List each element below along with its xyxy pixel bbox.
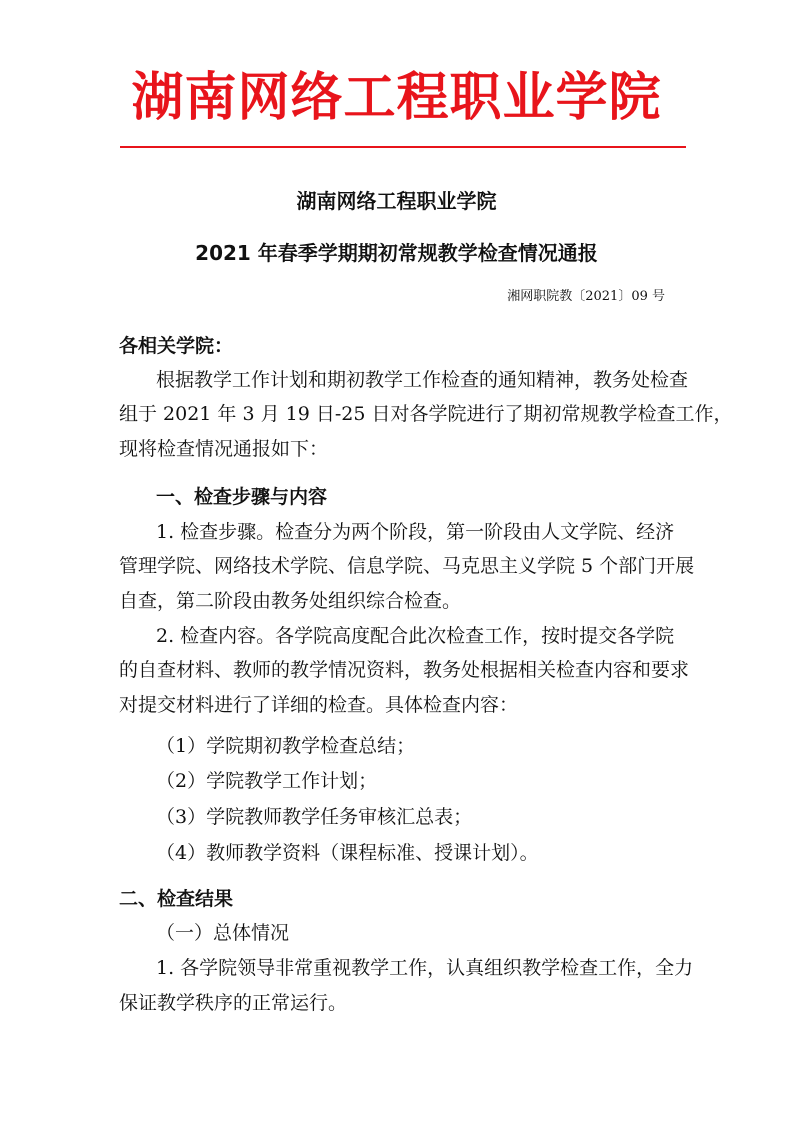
document-number: 湘网职院教〔2021〕09 号 bbox=[507, 289, 665, 304]
checklist-item: （4）教师教学资料（课程标准、授课计划）。 bbox=[156, 842, 539, 864]
section1-item2-line: 的自查材料、教师的教学情况资料，教务处根据相关检查内容和要求 bbox=[119, 659, 690, 681]
section1-item2-line: 2. 检查内容。各学院高度配合此次检查工作，按时提交各学院 bbox=[156, 625, 675, 647]
section2-item1-line: 1. 各学院领导非常重视教学工作，认真组织教学检查工作，全力 bbox=[156, 957, 694, 979]
intro-line: 现将检查情况通报如下： bbox=[119, 438, 329, 460]
section2-heading: 二、检查结果 bbox=[119, 888, 234, 910]
document-title-line1: 湖南网络工程职业学院 bbox=[296, 189, 497, 213]
red-divider bbox=[120, 146, 686, 148]
section1-item1-line: 自查，第二阶段由教务处组织综合检查。 bbox=[119, 590, 462, 612]
institution-banner: 湖南网络工程职业学院 bbox=[131, 68, 662, 128]
intro-line: 组于 2021 年 3 月 19 日-25 日对各学院进行了期初常规教学检查工作， bbox=[119, 403, 733, 425]
section1-item1-line: 管理学院、网络技术学院、信息学院、马克思主义学院 5 个部门开展 bbox=[119, 555, 695, 577]
salutation: 各相关学院： bbox=[119, 335, 234, 357]
section2-subheading: （一）总体情况 bbox=[156, 922, 290, 944]
intro-line: 根据教学工作计划和期初教学工作检查的通知精神，教务处检查 bbox=[156, 369, 689, 391]
section2-item1-line: 保证教学秩序的正常运行。 bbox=[119, 992, 348, 1014]
section1-heading: 一、检查步骤与内容 bbox=[156, 486, 328, 508]
section1-item1-line: 1. 检查步骤。检查分为两个阶段，第一阶段由人文学院、经济 bbox=[156, 521, 675, 543]
checklist-item: （3）学院教师教学任务审核汇总表； bbox=[156, 806, 473, 828]
checklist-item: （2）学院教学工作计划； bbox=[156, 770, 378, 792]
section1-item2-line: 对提交材料进行了详细的检查。具体检查内容： bbox=[119, 694, 519, 716]
checklist-item: （1）学院期初教学检查总结； bbox=[156, 735, 416, 757]
document-title-line2: 2021 年春季学期期初常规教学检查情况通报 bbox=[195, 241, 598, 265]
